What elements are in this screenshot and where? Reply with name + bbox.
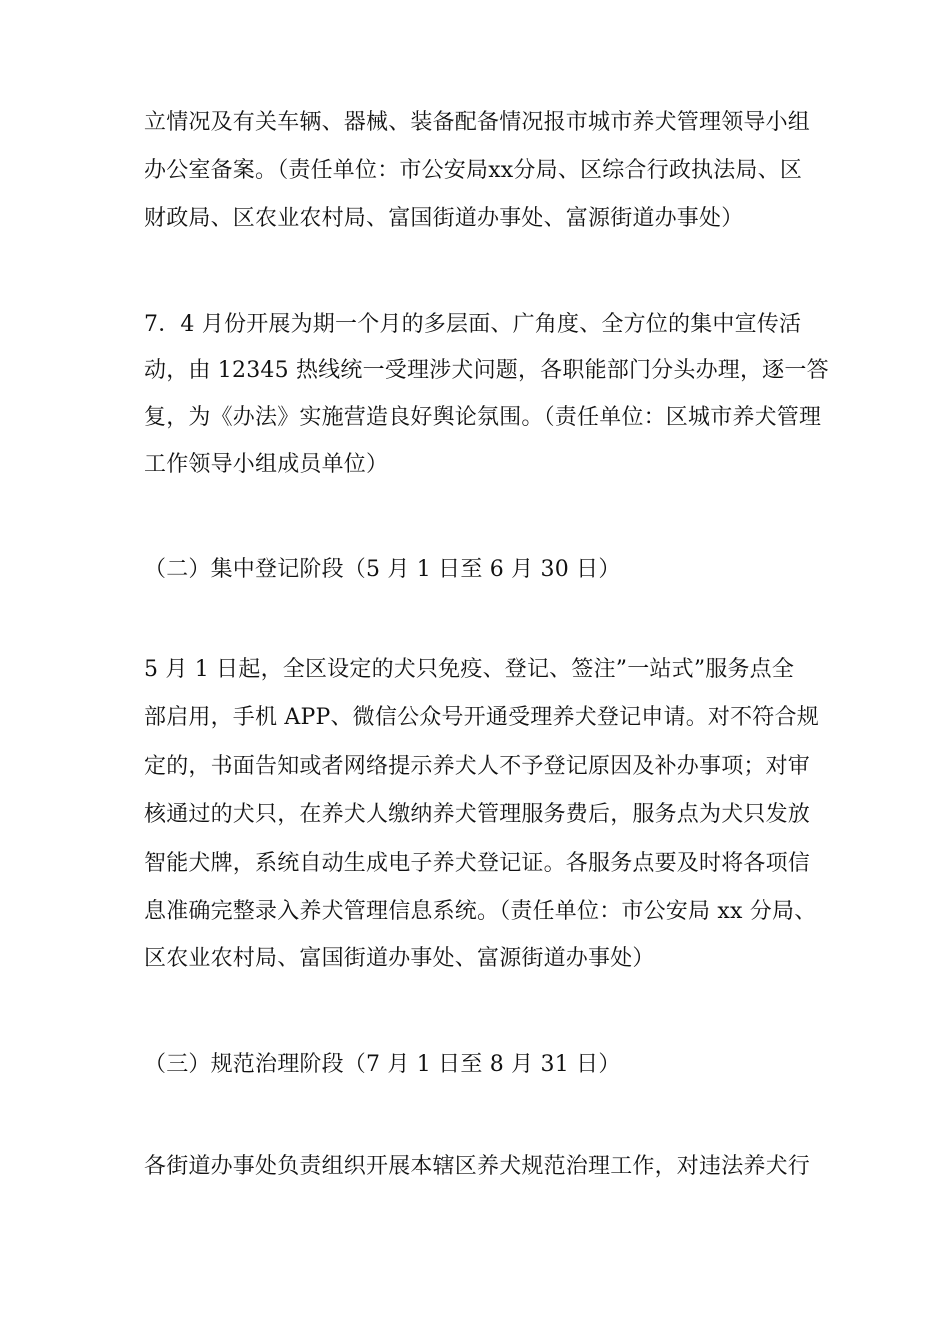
paragraph-3-line-2: 部启用，手机 APP、微信公众号开通受理养犬登记申请。对不符合规 — [144, 705, 819, 730]
paragraph-3-line-4: 核通过的犬只，在养犬人缴纳养犬管理服务费后，服务点为犬只发放 — [144, 802, 811, 827]
paragraph-1-line-1: 立情况及有关车辆、器械、装备配备情况报市城市养犬管理领导小组 — [144, 110, 811, 135]
paragraph-3-line-5: 智能犬牌，系统自动生成电子养犬登记证。各服务点要及时将各项信 — [144, 851, 811, 876]
section-heading-2: （二）集中登记阶段（5 月 1 日至 6 月 30 日） — [144, 557, 621, 582]
section-heading-3: （三）规范治理阶段（7 月 1 日至 8 月 31 日） — [144, 1052, 621, 1077]
paragraph-3-line-7: 区农业农村局、富国街道办事处、富源街道办事处） — [144, 946, 655, 971]
paragraph-2-line-3: 复，为《办法》实施营造良好舆论氛围。（责任单位：区城市养犬管理 — [144, 405, 822, 430]
paragraph-3-line-3: 定的，书面告知或者网络提示养犬人不予登记原因及补办事项；对审 — [144, 754, 811, 779]
paragraph-4-line-1: 各街道办事处负责组织开展本辖区养犬规范治理工作，对违法养犬行 — [144, 1154, 811, 1179]
paragraph-1-line-2: 办公室备案。（责任单位：市公安局xx分局、区综合行政执法局、区 — [144, 158, 803, 183]
paragraph-2-line-2: 动，由 12345 热线统一受理涉犬问题，各职能部门分头办理，逐一答 — [144, 358, 829, 383]
paragraph-2-line-1: 7．4 月份开展为期一个月的多层面、广角度、全方位的集中宣传活 — [144, 312, 802, 337]
paragraph-1-line-3: 财政局、区农业农村局、富国街道办事处、富源街道办事处） — [144, 206, 744, 231]
paragraph-3-line-6: 息准确完整录入养犬管理信息系统。（责任单位：市公安局 xx 分局、 — [144, 899, 817, 924]
paragraph-3-line-1: 5 月 1 日起，全区设定的犬只免疫、登记、签注”一站式”服务点全 — [144, 657, 795, 682]
paragraph-2-line-4: 工作领导小组成员单位） — [144, 452, 389, 477]
